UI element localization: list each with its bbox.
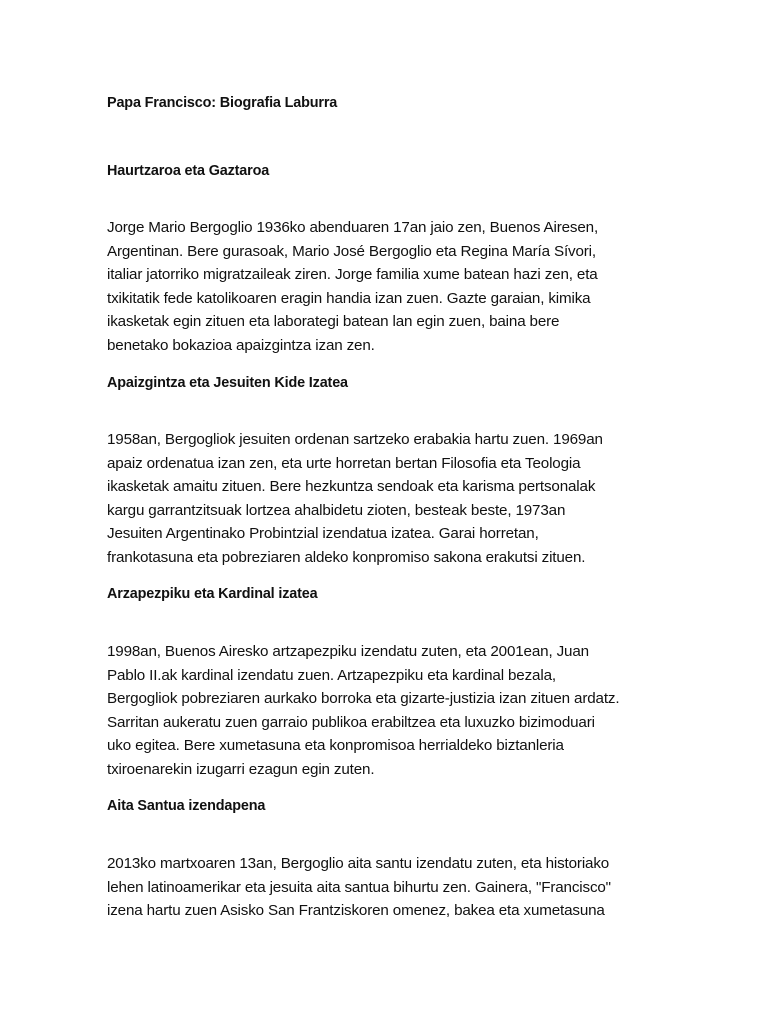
paragraph-line: txikitatik fede katolikoaren eragin handia izan zuen. Gazte garaian, kimika [107, 289, 591, 307]
paragraph-line: txiroenarekin izugarri ezagun egin zuten. [107, 760, 375, 778]
section-paragraph-archbishop [107, 640, 667, 782]
paragraph-line: Sarritan aukeratu zuen garraio publikoa erabiltzea eta luxuzko bizimoduari [107, 713, 595, 731]
paragraph-line: 2013ko martxoaren 13an, Bergoglio aita santu izendatu zuten, eta historiako [107, 855, 610, 872]
paragraph-line: 1958an, Bergogliok jesuiten ordenan sartzeko erabakia hartu zuen. 1969an [107, 431, 603, 448]
paragraph-line: ikasketak egin zituen eta laborategi batean lan egin zuen, baina bere [107, 313, 560, 331]
paragraph-line: frankotasuna eta pobreziaren aldeko konpromiso sakona erakutsi zituen. [107, 548, 586, 566]
section-heading-archbishop: Arzapezpiku eta Kardinal izatea [107, 586, 318, 602]
paragraph-line: apaiz ordenatua izan zen, eta urte horretan bertan Filosofia eta Teologia [107, 454, 581, 472]
paragraph-line: benetako bokazioa apaizgintza izan zen. [107, 336, 375, 354]
section-paragraph-childhood [107, 216, 667, 358]
paragraph-line: Argentinan. Bere gurasoak, Mario José Bergoglio eta Regina María Sívori, [107, 242, 596, 260]
paragraph-line: Pablo II.ak kardinal izendatu zuen. Artzapezpiku eta kardinal bezala, [107, 666, 556, 684]
paragraph-line: Jorge Mario Bergoglio 1936ko abenduaren 17an jaio zen, Buenos Airesen, [107, 219, 599, 236]
section-paragraph-papacy [107, 852, 667, 923]
section-paragraph-priesthood [107, 428, 667, 570]
section-heading-papacy: Aita Santua izendapena [107, 798, 266, 814]
paragraph-line: ikasketak amaitu zituen. Bere hezkuntza sendoak eta karisma pertsonalak [107, 478, 596, 496]
paragraph-line: lehen latinoamerikar eta jesuita aita santua bihurtu zen. Gainera, "Francisco" [107, 878, 611, 896]
paragraph-line: italiar jatorriko migratzaileak ziren. Jorge familia xume batean hazi zen, eta [107, 266, 598, 284]
paragraph-line: Jesuiten Argentinako Probintzial izendatua izatea. Garai horretan, [107, 525, 539, 543]
paragraph-line: Bergogliok pobreziaren aurkako borroka eta gizarte-justizia izan zituen ardatz. [107, 690, 620, 708]
paragraph-line: kargu garrantzitsuak lortzea ahalbidetu zioten, besteak beste, 1973an [107, 501, 566, 519]
document-title: Papa Francisco: Biografia Laburra [107, 95, 338, 111]
paragraph-line: 1998an, Buenos Airesko artzapezpiku izendatu zuten, eta 2001ean, Juan [107, 643, 589, 660]
paragraph-line: izena hartu zuen Asisko San Frantziskoren omenez, bakea eta xumetasuna [107, 902, 605, 920]
section-heading-childhood: Haurtzaroa eta Gaztaroa [107, 163, 270, 179]
paragraph-line: uko egitea. Bere xumetasuna eta konpromisoa herrialdeko biztanleria [107, 737, 564, 755]
section-heading-priesthood: Apaizgintza eta Jesuiten Kide Izatea [107, 375, 348, 391]
